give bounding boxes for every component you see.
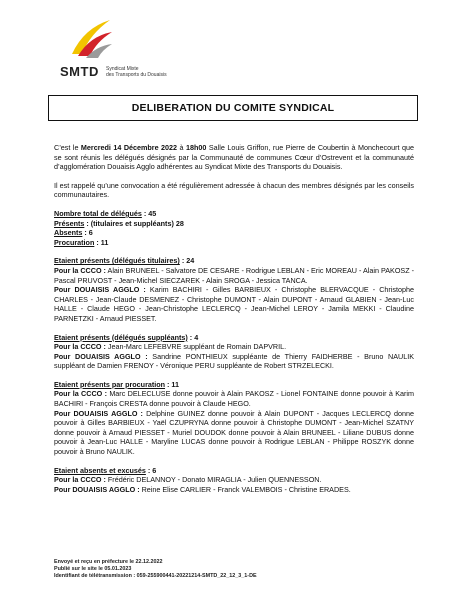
section-line: [54, 266, 414, 285]
section-heading-label: Etaient présents (délégués suppléants): [54, 332, 188, 342]
section-heading: [54, 256, 414, 266]
count-value: : 45: [141, 208, 157, 218]
section-heading-label: Etaient présents (délégués titulaires): [54, 256, 180, 266]
section-heading-label: Etaient absents et excusés: [54, 465, 146, 475]
count-row: [54, 238, 414, 248]
footer: [54, 559, 414, 581]
footer-line-published: Publié sur le site le 05.01.2023: [54, 566, 132, 573]
attendance-section: [54, 466, 414, 495]
section-heading: [54, 466, 414, 476]
count-label: Absents: [54, 228, 83, 238]
section-line-label: Pour la CCCO :: [54, 389, 107, 399]
section-line-text: Marc DELECLUSE donne pouvoir à Alain PAKOSZ - Lionel FONTAINE donne pouvoir à Karim BACHIRI - François CRESTA donne pouvoir à Claude HEGO.: [54, 389, 414, 409]
document-body: [54, 143, 414, 494]
section-line: [54, 409, 414, 457]
attendance-section: [54, 380, 414, 457]
count-row: [54, 228, 414, 238]
section-line: [54, 485, 414, 495]
section-heading: [54, 380, 414, 390]
section-line: [54, 475, 414, 485]
intro-rest: Salle Louis Griffon, rue Pierre de Coubertin à Monchecourt que se sont réunis les délégués désignés par la Communauté de communes Cœur d’Ostrevent et la communauté d’agglomération Douaisis Agglo adhérentes au Syndicat Mixte des Transports du Douaisis.: [54, 143, 414, 172]
logo-subtitle: [106, 66, 186, 78]
document-title: DELIBERATION DU COMITE SYNDICAL: [131, 102, 335, 114]
section-line: [54, 285, 414, 323]
section-heading-value: : 24: [179, 256, 195, 266]
footer-line-id: Identifiant de télétransmission : 059-255900441-20221214-SMTD_22_12_3_1-DE: [54, 573, 257, 580]
counts-block: [54, 209, 414, 247]
section-line: [54, 342, 414, 352]
section-line-text: Alain BRUNEEL - Salvatore DE CESARE - Rodrigue LEBLAN - Eric MOREAU - Alain PAKOSZ - Pascal PRUVOST - Jean-Michel SIECZAREK - Alain SROGA - Jessica TANCA.: [54, 265, 414, 285]
section-line-label: Pour DOUAISIS AGGLO :: [54, 484, 140, 494]
intro-prefix: C’est le: [54, 143, 81, 152]
count-label: Présents: [54, 218, 85, 228]
logo-name: SMTD: [60, 64, 99, 79]
intro-middle: à: [177, 143, 186, 152]
section-heading-value: : 4: [187, 332, 199, 342]
count-row: [54, 219, 414, 229]
smtd-logo-mark-icon: [68, 14, 114, 60]
section-line-text: Delphine GUINEZ donne pouvoir à Alain DUPONT - Jacques LECLERCQ donne pouvoir à Gilles BARBIEUX - Yaël CZUPRYNA donne pouvoir à Christophe DUMONT - Jean-Michel SZATNY donne pouvoir à Arnaud PIESSET - Muriel DOUDOK donne pouvoir à Alain BRUNEEL - Liliane DUBUS donne pouvoir à Jean-Luc HALLE - Maryline LUCAS donne pouvoir à Rodrigue LEBLAN - Philippe ROSZYK donne pouvoir à Bruno NAULIK.: [54, 408, 415, 457]
count-value: : 6: [82, 228, 93, 238]
section-line-text: Reine Elise CARLIER - Franck VALEMBOIS - Christine ERADES.: [139, 484, 351, 494]
section-line: [54, 389, 414, 408]
section-line-label: Pour la CCCO :: [54, 265, 106, 275]
logo-subtitle-line-1: Syndicat Mixte: [106, 66, 139, 72]
section-line-label: Pour DOUAISIS AGGLO :: [54, 285, 146, 295]
count-label: Procuration: [54, 237, 95, 247]
attendance-section: [54, 256, 414, 323]
section-line-text: Sandrine PONTHIEUX suppléante de Thierry FAIDHERBE - Bruno NAULIK suppléant de Damien FRENOY - Véronique PERU suppléante de Robert STRZELECKI.: [54, 351, 414, 371]
section-line-label: Pour DOUAISIS AGGLO :: [54, 408, 143, 418]
logo-subtitle-line-2: des Transports du Douaisis: [106, 72, 167, 78]
section-line-text: Karim BACHIRI - Gilles BARBIEUX - Christophe BLERVACQUE - Christophe CHARLES - Jean-Claude DESMENEZ - Christophe DUMONT - Alain DUPONT - Arnaud GLABIEN - Jean-Luc HALLE - Claude HEGO - Jean-Christophe LECLERCQ - Jean-Michel LEROY - Jamila MEKKI - Claudine PARNETZKI - Arnaud PIESSET.: [54, 285, 414, 323]
intro-paragraph: [54, 143, 414, 172]
meeting-time: 18h00: [186, 143, 207, 152]
count-row: [54, 209, 414, 219]
document-title-box: [48, 95, 418, 121]
section-line-label: Pour DOUAISIS AGGLO :: [54, 351, 148, 361]
section-line-label: Pour la CCCO :: [54, 475, 106, 485]
count-label: Nombre total de délégués: [54, 208, 142, 218]
count-value: : 11: [94, 237, 109, 247]
section-heading-value: : 6: [145, 465, 157, 475]
section-heading-label: Etaient présents par procuration: [54, 379, 166, 389]
count-value: : (titulaires et suppléants) 28: [84, 218, 184, 228]
section-line-text: Jean-Marc LEFEBVRE suppléant de Romain DAPVRIL.: [105, 342, 287, 352]
section-line: [54, 352, 414, 371]
footer-line-sent: Envoyé et reçu en préfecture le 22.12.2022: [54, 559, 163, 565]
section-heading-value: : 11: [165, 379, 180, 389]
section-line-text: Frédéric DELANNOY - Donato MIRAGLIA - Julien QUENNESSON.: [105, 475, 322, 485]
reminder-paragraph: Il est rappelé qu’une convocation a été régulièrement adressée à chacun des membres désignés par les conseils communautaires.: [54, 180, 414, 200]
smtd-logo: [60, 14, 210, 84]
section-line-label: Pour la CCCO :: [54, 342, 106, 352]
attendance-section: [54, 333, 414, 371]
meeting-date: Mercredi 14 Décembre 2022: [80, 143, 178, 152]
sections-block: [54, 256, 414, 494]
section-heading: [54, 333, 414, 343]
